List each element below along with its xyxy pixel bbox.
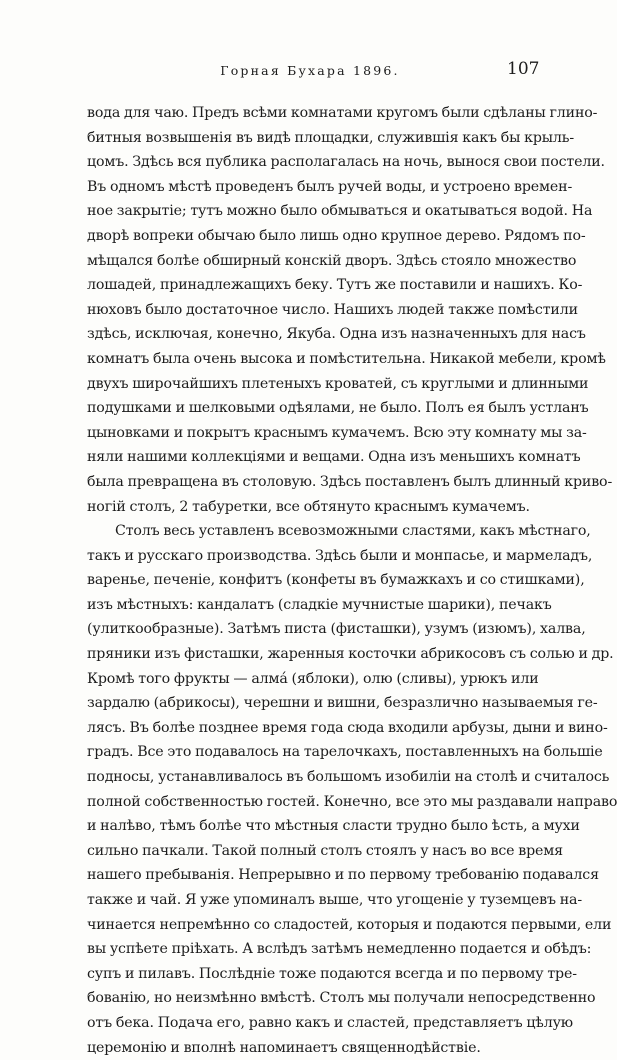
- text-line: супъ и пилавъ. Послѣдніе тоже подаются всегда и по первому тре-: [87, 965, 577, 982]
- text-line: полной собственностью гостей. Конечно, все это мы раздавали направо: [87, 793, 617, 810]
- text-line: градъ. Все это подавалось на тарелочкахъ, поставленныхъ на большіе: [87, 744, 603, 761]
- text-line: цомъ. Здѣсь вся публика располагалась на ночь, вынося свои постели.: [87, 154, 605, 171]
- text-line: комнатъ была очень высока и помѣстительна. Никакой мебели, кромѣ: [87, 350, 606, 367]
- text-line: няли нашими коллекціями и вещами. Одна изъ меньшихъ комнатъ: [87, 449, 581, 466]
- text-line: ногій столъ, 2 табуретки, все обтянуто краснымъ кумачемъ.: [87, 498, 530, 515]
- text-line: варенье, печеніе, конфитъ (конфеты въ бумажкахъ и со стишками),: [87, 572, 585, 589]
- text-line: нюховъ было достаточное число. Нашихъ людей также помѣстили: [87, 301, 578, 318]
- text-line: лясъ. Въ болѣе позднее время года сюда входили арбузы, дыни и вино-: [87, 719, 608, 736]
- running-title: Горная Бухара 1896.: [220, 63, 400, 78]
- text-line: также и чай. Я уже упоминалъ выше, что угощеніе у туземцевъ на-: [87, 892, 582, 908]
- text-line: отъ бека. Подача его, равно какъ и сластей, представляетъ цѣлую: [87, 1014, 573, 1031]
- text-line: цыновками и покрытъ краснымъ кумачемъ. Всю эту комнату мы за-: [87, 424, 587, 441]
- text-line: чинается непремѣнно со сладостей, которыя и подаются первыми, ели: [87, 916, 612, 933]
- body-text: [87, 101, 617, 1060]
- text-line: зардалю (абрикосы), черешни и вишни, безразлично называемыя ге-: [87, 695, 598, 712]
- text-line: Столъ весь уставленъ всевозможными сластями, какъ мѣстнаго,: [115, 523, 591, 540]
- running-head: [0, 61, 612, 83]
- text-line: битныя возвышенія въ видѣ площадки, служившія какъ бы крыль-: [87, 129, 574, 146]
- text-line: мѣщался болѣе обширный конскій дворъ. Здѣсь стояло множество: [87, 252, 577, 269]
- paragraph-2: [87, 519, 617, 1060]
- text-line: (улиткообразные). Затѣмъ писта (фисташки), узумъ (изюмъ), халва,: [87, 621, 586, 638]
- text-line: подушками и шелковыми одѣялами, не было. Полъ ея былъ устланъ: [87, 400, 589, 417]
- text-line: и налѣво, тѣмъ болѣе что мѣстныя сласти трудно было ѣсть, а мухи: [87, 818, 580, 835]
- text-line: нашего пребыванія. Непрерывно и по первому требованію подавался: [87, 867, 599, 884]
- text-line: дворѣ вопреки обычаю было лишь одно крупное дерево. Рядомъ по-: [87, 227, 586, 244]
- text-line: здѣсь, исключая, конечно, Якуба. Одна изъ назначенныхъ для насъ: [87, 326, 586, 343]
- text-line: пряники изъ фисташки, жаренныя косточки абрикосовъ съ солью и др.: [87, 646, 614, 663]
- text-line: церемонію и вполнѣ напоминаетъ священнодѣйствіе.: [87, 1039, 481, 1056]
- text-line: вода для чаю. Предъ всѣми комнатами кругомъ были сдѣланы глино-: [87, 105, 598, 121]
- text-line: лошадей, принадлежащихъ беку. Тутъ же поставили и нашихъ. Ко-: [87, 277, 583, 294]
- text-line: Кромѣ того фрукты — алмá (яблоки), олю (сливы), урюкъ или: [87, 670, 539, 687]
- text-line: сильно пачкали. Такой полный столъ стоялъ у насъ во все время: [87, 842, 563, 859]
- text-line: ное закрытіе; тутъ можно было обмываться и окатываться водой. На: [87, 203, 593, 220]
- text-line: двухъ широчайшихъ плетеныхъ кроватей, съ круглыми и длинными: [87, 375, 589, 392]
- text-line: такъ и русскаго производства. Здѣсь были и монпасье, и мармеладъ,: [87, 547, 593, 564]
- text-line: изъ мѣстныхъ: кандалатъ (сладкіе мучнистые шарики), печакъ: [87, 596, 552, 613]
- text-line: вы успѣете пріѣхать. А вслѣдъ затѣмъ немедленно подается и обѣдъ:: [87, 941, 592, 958]
- text-line: бованію, но неизмѣнно вмѣстѣ. Столъ мы получали непосредственно: [87, 990, 596, 1007]
- page-number: 107: [507, 59, 540, 79]
- text-line: Въ одномъ мѣстѣ проведенъ былъ ручей воды, и устроено времен-: [87, 178, 573, 195]
- text-line: подносы, устанавливалось въ большомъ изобиліи на столѣ и считалось: [87, 769, 610, 786]
- paragraph-1: [87, 101, 613, 519]
- text-line: была превращена въ столовую. Здѣсь поставленъ былъ длинный криво-: [87, 473, 613, 490]
